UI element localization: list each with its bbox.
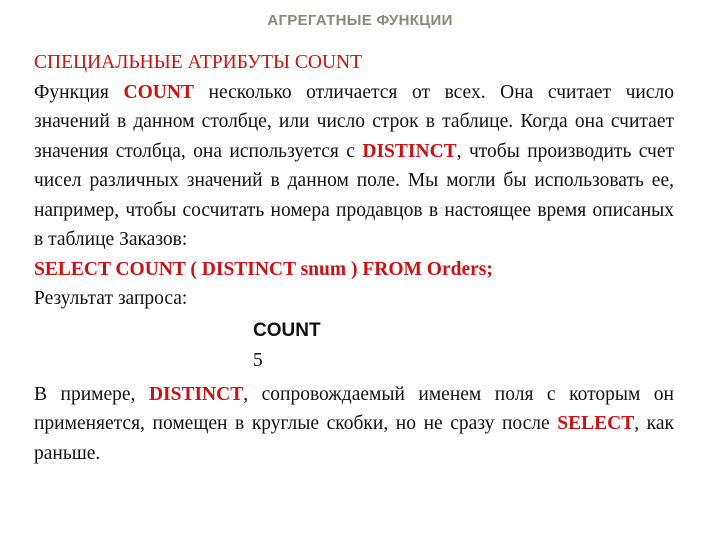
result-cell: 5 (253, 349, 263, 371)
keyword-distinct: DISTINCT (362, 140, 457, 162)
keyword-count: COUNT (123, 81, 194, 103)
para1-text-3: , чтобы производить счет чисел различных значений в данном поле. Мы могли бы использовать ее, например, чтобы сосчитать номера продавцов в настоящее время описаных в таблице Заказов: (34, 140, 675, 250)
para2-text-3: , как раньше. (34, 413, 674, 464)
para1-text-2: несколько отличается от всех. Она считает число значений в данном столбце, или число строк в таблице. Когда она считает значения столбца, она используется с (34, 81, 675, 162)
result-label: Результат запроса: (34, 288, 188, 309)
keyword-distinct-2: DISTINCT (148, 383, 244, 405)
sql-query: SELECT COUNT ( DISTINCT snum ) FROM Orders; (34, 258, 493, 280)
slide-content (34, 48, 674, 468)
para1-text-1: Функция (34, 81, 124, 103)
paragraph-distinct-note (34, 380, 674, 469)
para2-text-2: , сопровождаемый именем поля с которым он применяется, помещен в круглые скобки, но не сразу после (34, 383, 674, 434)
result-column-header: COUNT (253, 319, 321, 341)
slide-title: АГРЕГАТНЫЕ ФУНКЦИИ (267, 12, 453, 29)
keyword-select: SELECT (557, 413, 635, 434)
para2-text-1: В примере, (34, 383, 149, 405)
section-heading: СПЕЦИАЛЬНЫЕ АТРИБУТЫ COUNT (34, 52, 363, 73)
paragraph-count-description (34, 78, 674, 255)
result-table (253, 316, 674, 376)
